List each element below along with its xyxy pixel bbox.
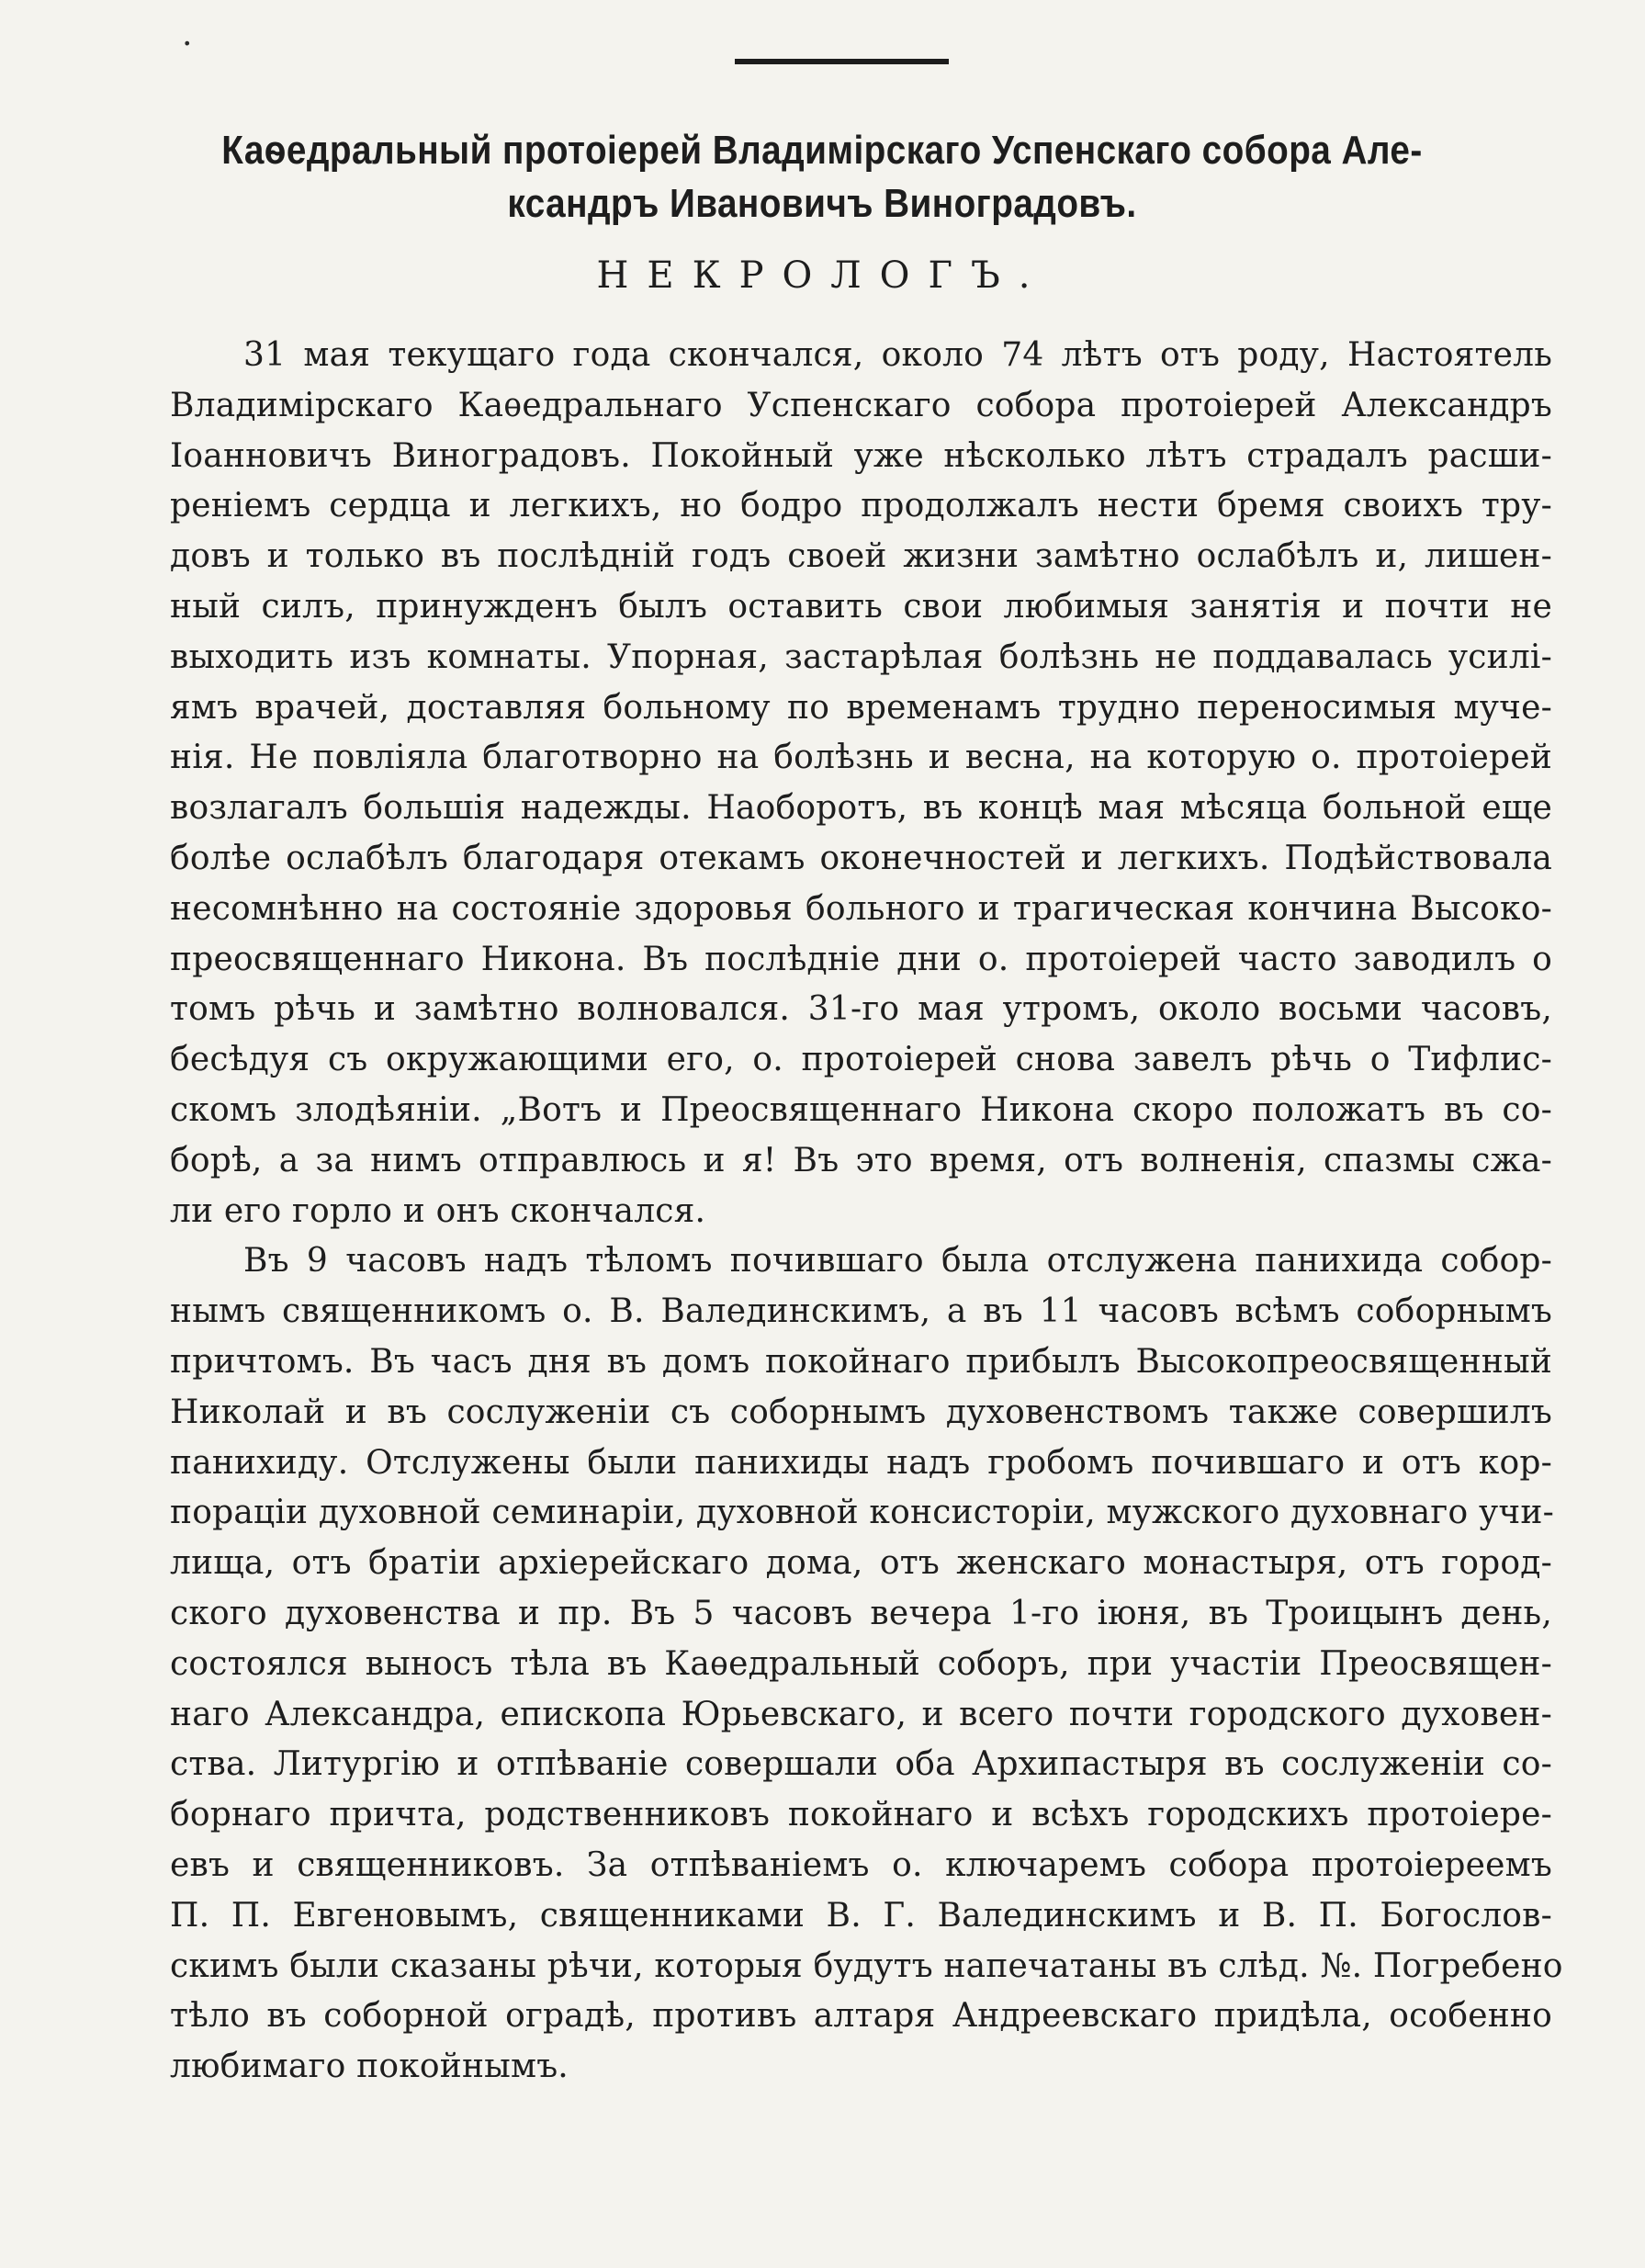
text-line: тѣло въ соборной оградѣ, противъ алтаря Андреевскаго придѣла, особенно — [170, 1997, 1552, 2036]
text-line: панихиду. Отслужены были панихиды надъ гробомъ почившаго и отъ кор- — [170, 1443, 1552, 1482]
text-line: возлагалъ большія надежды. Наоборотъ, въ концѣ мая мѣсяца больной еще — [170, 789, 1552, 828]
text-line: пораціи духовной семинаріи, духовной консисторіи, мужского духовнаго учи- — [170, 1494, 1554, 1532]
paragraph — [170, 331, 1552, 1236]
article-title-line-2: ксандръ Ивановичъ Виноградовъ. — [507, 181, 1137, 226]
text-line: борнаго причта, родственниковъ покойнаго и всѣхъ городскихъ протоіере- — [170, 1796, 1552, 1834]
text-line: лища, отъ братіи архіерейскаго дома, отъ женскаго монастыря, отъ город- — [170, 1544, 1552, 1583]
text-line: довъ и только въ послѣдній годъ своей жизни замѣтно ослабѣлъ и, лишен- — [170, 537, 1552, 576]
text-line: ный силъ, принужденъ былъ оставить свои любимыя занятія и почти не — [170, 587, 1552, 626]
text-line: П. П. Евгеновымъ, священниками В. Г. Валединскимъ и В. П. Богослов- — [170, 1896, 1552, 1935]
text-line: состоялся выносъ тѣла въ Каѳедральный соборъ, при участіи Преосвящен- — [170, 1644, 1552, 1683]
text-line: ства. Литургію и отпѣваніе совершали оба Архипастыря въ сослуженіи со- — [170, 1745, 1552, 1784]
text-line: причтомъ. Въ часъ дня въ домъ покойнаго прибылъ Высокопреосвященный — [170, 1342, 1552, 1381]
page-mark: . — [182, 16, 193, 53]
header-rule — [735, 59, 949, 64]
text-line: евъ и священниковъ. За отпѣваніемъ о. ключаремъ собора протоіереемъ — [170, 1845, 1552, 1884]
text-line: болѣе ослабѣлъ благодаря отекамъ оконечностей и легкихъ. Подѣйствовала — [170, 839, 1552, 877]
text-line: ли его горло и онъ скончался. — [170, 1191, 706, 1230]
text-line: ямъ врачей, доставляя больному по временамъ трудно переносимыя муче- — [170, 688, 1552, 727]
text-line: нымъ священникомъ о. В. Валединскимъ, а въ 11 часовъ всѣмъ соборнымъ — [170, 1292, 1552, 1331]
text-line: любимаго покойнымъ. — [170, 2048, 569, 2086]
paragraph — [170, 1236, 1563, 2093]
text-line: нія. Не повліяла благотворно на болѣзнь и весна, на которую о. протоіерей — [170, 739, 1552, 777]
text-line: выходить изъ комнаты. Упорная, застарѣлая болѣзнь не поддавалась усилі- — [170, 638, 1552, 676]
text-line: скомъ злодѣяніи. „Вотъ и Преосвященнаго Никона скоро положатъ въ со- — [170, 1090, 1552, 1129]
body-text — [170, 331, 1563, 2093]
article-title-line-1: Каѳедральный протоіерей Владимірскаго Успенскаго собора Але- — [221, 128, 1423, 173]
text-line: бесѣдуя съ окружающими его, о. протоіерей снова завелъ рѣчь о Тифлис- — [170, 1041, 1552, 1079]
section-heading: НЕКРОЛОГЪ. — [596, 254, 1049, 297]
text-line: реніемъ сердца и легкихъ, но бодро продолжалъ нести бремя своихъ тру- — [170, 487, 1552, 525]
text-line: Въ 9 часовъ надъ тѣломъ почившаго была отслужена панихида собор- — [243, 1242, 1552, 1281]
text-line: 31 мая текущаго года скончался, около 74 лѣтъ отъ роду, Настоятель — [243, 336, 1552, 374]
text-line: скимъ были сказаны рѣчи, которыя будутъ напечатаны въ слѣд. №. Погребено — [170, 1946, 1563, 1985]
text-line: несомнѣнно на состояніе здоровья больного и трагическая кончина Высоко- — [170, 889, 1552, 928]
text-line: Іоанновичъ Виноградовъ. Покойный уже нѣсколько лѣтъ страдалъ расши- — [170, 436, 1552, 475]
text-line: ского духовенства и пр. Въ 5 часовъ вечера 1-го іюня, въ Троицынъ день, — [170, 1594, 1552, 1632]
text-line: Николай и въ сослуженіи съ соборнымъ духовенствомъ также совершилъ — [170, 1393, 1552, 1431]
text-line: преосвященнаго Никона. Въ послѣдніе дни о. протоіерей часто заводилъ о — [170, 940, 1552, 978]
text-line: томъ рѣчь и замѣтно волновался. 31-го мая утромъ, около восьми часовъ, — [170, 990, 1552, 1029]
text-line: борѣ, а за нимъ отправлюсь и я! Въ это время, отъ волненія, спазмы сжа- — [170, 1141, 1552, 1179]
text-line: Владимірскаго Каѳедральнаго Успенскаго собора протоіерей Александръ — [170, 386, 1552, 424]
text-line: наго Александра, епископа Юрьевскаго, и всего почти городского духовен- — [170, 1695, 1552, 1733]
article-title — [204, 124, 1440, 231]
